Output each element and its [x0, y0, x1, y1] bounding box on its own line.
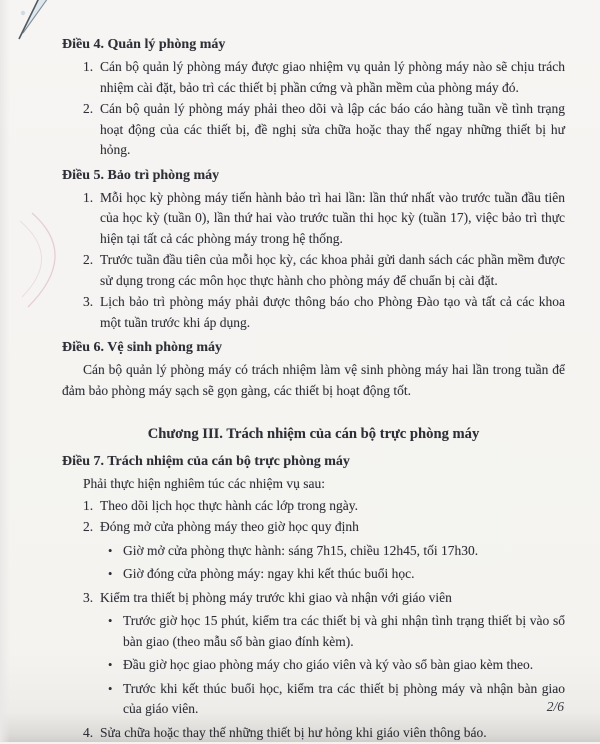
bullet-icon: •: [108, 614, 113, 628]
article-heading: Điều 7. Trách nhiệm của cán bộ trực phòng máy: [62, 454, 350, 469]
paragraph: Phải thực hiện nghiêm túc các nhiệm vụ sau:: [83, 476, 326, 491]
bullet-item: [108, 541, 565, 562]
article-heading: Điều 4. Quản lý phòng máy: [62, 37, 226, 52]
numbered-item: [83, 250, 565, 291]
bullet-item: [108, 611, 565, 652]
bullet-icon: •: [108, 543, 113, 558]
item-text: Lịch bảo trì phòng máy phải được thông báo cho Phòng Đào tạo và tất cả các khoa một tuần trước khi áp dụng.: [100, 294, 565, 330]
item-text: Đóng mở cửa phòng máy theo giờ học quy định: [100, 519, 359, 534]
item-text: Cán bộ quản lý phòng máy phải theo dõi và lập các báo cáo hàng tuần về tình trạng hoạt động của các thiết bị, đề nghị sửa chữa hoặc thay thế ngay những thiết bị hư hỏng.: [100, 101, 565, 157]
bullet-item: [108, 679, 565, 720]
numbered-item: [83, 496, 565, 517]
item-text: Giờ đóng cửa phòng máy: ngay khi kết thúc buổi học.: [123, 566, 415, 581]
numbered-item: [83, 99, 565, 161]
bullet-item: [108, 655, 565, 676]
item-number: 1.: [83, 59, 94, 74]
item-text: Giờ mở cửa phòng thực hành: sáng 7h15, chiều 12h45, tối 17h30.: [123, 542, 479, 558]
page-number: 2/6: [546, 699, 564, 714]
numbered-item: [83, 723, 565, 744]
numbered-item: [83, 588, 565, 609]
item-text: Trước khi kết thúc buổi học, kiểm tra các thiết bị phòng máy và nhận bàn giao của giáo viên.: [123, 680, 565, 716]
item-number: 3.: [83, 294, 94, 309]
item-number: 1.: [83, 189, 94, 205]
bullet-item: [108, 564, 565, 585]
item-text: Cán bộ quản lý phòng máy được giao nhiệm vụ quản lý phòng máy nào sẽ chịu trách nhiệm cài đặt, bảo trì các thiết bị phần cứng và phần mềm của phòng máy đó.: [100, 59, 565, 95]
item-text: Sửa chữa hoặc thay thế những thiết bị hư hỏng khi giáo viên thông báo.: [100, 724, 487, 740]
article-heading: Điều 5. Bảo trì phòng máy: [62, 167, 220, 183]
item-text: Kiểm tra thiết bị phòng máy trước khi giao và nhận với giáo viên: [100, 589, 452, 605]
bullet-icon: •: [108, 567, 113, 581]
item-number: 2.: [83, 101, 94, 116]
item-number: 4.: [83, 724, 94, 740]
item-text: Mỗi học kỳ phòng máy tiến hành bảo trì hai lần: lần thứ nhất vào trước tuần đầu tiên của học kỳ (tuần 0), lần thứ hai vào trước tuần thi học kỳ (tuần 17), việc bảo trì thực hiện tại tất cả các phòng máy trong hệ thống.: [100, 189, 565, 246]
item-number: 2.: [83, 519, 94, 534]
numbered-item: [83, 188, 565, 250]
item-text: Trước giờ học 15 phút, kiểm tra các thiết bị và ghi nhận tình trạng thiết bị vào sổ bàn giao (theo mẫu sổ bàn giao đính kèm).: [123, 613, 565, 649]
item-text: Đầu giờ học giao phòng máy cho giáo viên và ký vào sổ bàn giao kèm theo.: [123, 657, 534, 672]
item-number: 3.: [83, 589, 94, 605]
item-text: Trước tuần đầu tiên của mỗi học kỳ, các khoa phải gửi danh sách các phần mềm được sử dụng trong các môn học thực hành cho phòng máy để chuẩn bị cài đặt.: [100, 252, 565, 288]
chapter-heading: Chương III. Trách nhiệm của cán bộ trực phòng máy: [147, 426, 480, 442]
numbered-item: [83, 57, 565, 98]
numbered-item: [83, 292, 565, 333]
item-number: 2.: [83, 252, 94, 267]
bullet-icon: •: [108, 681, 113, 696]
numbered-item: [83, 517, 565, 538]
item-number: 1.: [83, 497, 94, 513]
paragraph: Cán bộ quản lý phòng máy có trách nhiệm làm vệ sinh phòng máy hai lần trong tuần để đảm bảo phòng máy sạch sẽ gọn gàng, các thiết bị hoạt động tốt.: [62, 362, 565, 398]
item-text: Theo dõi lịch học thực hành các lớp trong ngày.: [100, 497, 359, 513]
article-heading: Điều 6. Vệ sinh phòng máy: [62, 340, 223, 355]
bullet-icon: •: [108, 658, 113, 672]
